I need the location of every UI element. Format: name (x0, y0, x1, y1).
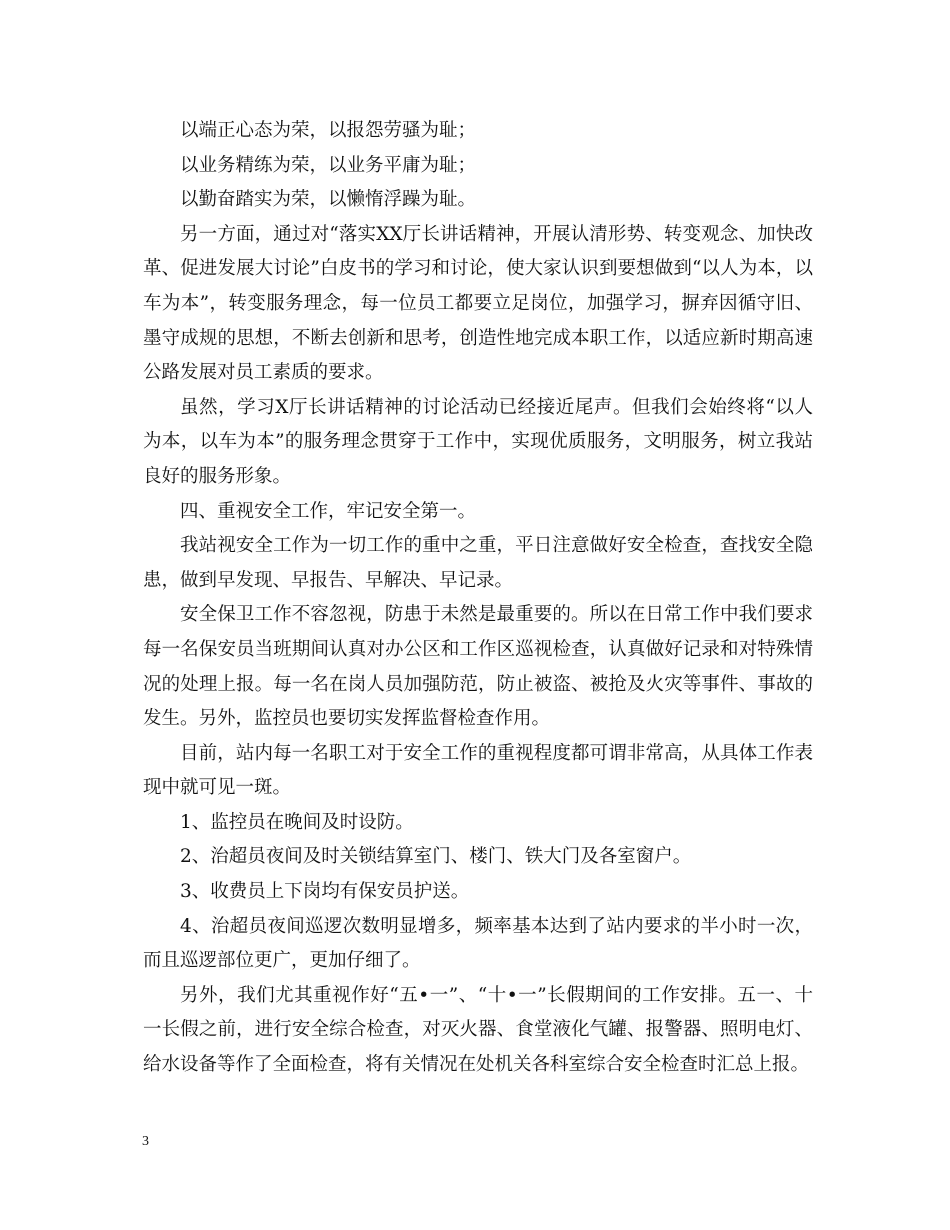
page-number: 3 (142, 1134, 149, 1149)
document-body (143, 114, 813, 1083)
paragraph: 目前，站内每一名职工对于安全工作的重视程度都可谓非常高，从具体工作表现中就可见一斑。 (143, 742, 813, 799)
paragraph: 另一方面，通过对“落实XX厅长讲话精神，开展认清形势、转变观念、加快改革、促进发展大讨论”白皮书的学习和讨论，使大家认识到要想做到“以人为本，以车为本”，转变服务理念，每一位员工都要立足岗位，加强学习，摒弃因循守旧、墨守成规的思想，不断去创新和思考，创造性地完成本职工作，以适应新时期高速公路发展对员工素质的要求。 (143, 223, 813, 384)
list-item: 4、治超员夜间巡逻次数明显增多，频率基本达到了站内要求的半小时一次，而且巡逻部位更广，更加仔细了。 (143, 915, 813, 972)
paragraph: 虽然，学习X厅长讲话精神的讨论活动已经接近尾声。但我们会始终将“以人为本，以车为本”的服务理念贯穿于工作中，实现优质服务，文明服务，树立我站良好的服务形象。 (143, 396, 813, 487)
paragraph: 以勤奋踏实为荣，以懒惰浮躁为耻。 (180, 189, 477, 211)
paragraph: 另外，我们尤其重视作好“五•一”、“十•一”长假期间的工作安排。五一、十一长假之前，进行安全综合检查，对灭火器、食堂液化气罐、报警器、照明电灯、给水设备等作了全面检查，将有关情况在处机关各科室综合安全检查时汇总上报。 (143, 984, 813, 1076)
list-item: 2、治超员夜间及时关锁结算室门、楼门、铁大门及各室窗户。 (180, 846, 692, 868)
paragraph: 以业务精练为荣，以业务平庸为耻； (180, 154, 477, 176)
list-item: 1、监控员在晚间及时设防。 (180, 811, 414, 833)
paragraph: 安全保卫工作不容忽视，防患于未然是最重要的。所以在日常工作中我们要求每一名保安员当班期间认真对办公区和工作区巡视检查，认真做好记录和对特殊情况的处理上报。每一名在岗人员加强防范，防止被盗、被抢及火灾等事件、事故的发生。另外，监控员也要切实发挥监督检查作用。 (143, 604, 813, 730)
paragraph: 以端正心态为荣，以报怨劳骚为耻； (180, 120, 477, 141)
section-heading: 四、重视安全工作，牢记安全第一。 (180, 500, 477, 522)
list-item: 3、收费员上下岗均有保安员护送。 (180, 881, 470, 903)
paragraph: 我站视安全工作为一切工作的重中之重，平日注意做好安全检查，查找安全隐患，做到早发现、早报告、早解决、早记录。 (143, 535, 813, 591)
